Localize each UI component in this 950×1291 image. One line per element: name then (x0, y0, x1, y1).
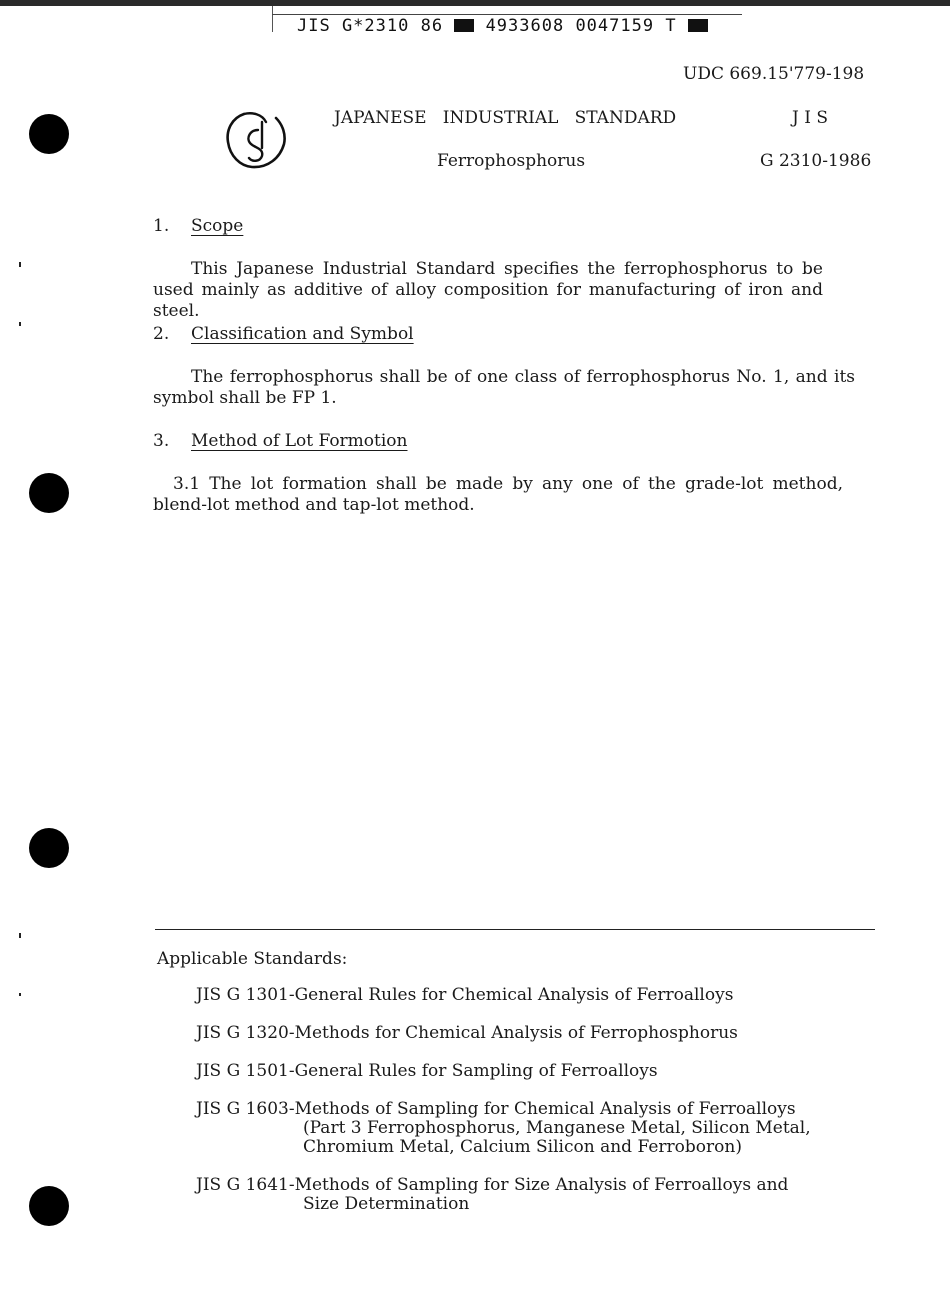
header-code-prefix: JIS G*2310 86 (297, 16, 444, 36)
punch-hole (29, 828, 69, 868)
standard-type: JAPANESE INDUSTRIAL STANDARD (334, 108, 677, 128)
applicable-standards-list (196, 986, 876, 1233)
punch-hole (29, 114, 69, 154)
udc-number: UDC 669.15'779-198 (683, 64, 865, 84)
punch-hole (29, 1186, 69, 1226)
scan-speck (19, 322, 21, 326)
standard-reference (196, 1100, 876, 1157)
document-title: Ferrophosphorus (437, 151, 586, 171)
jis-mark-logo (222, 108, 288, 174)
scan-mark (272, 6, 274, 32)
scan-speck (19, 262, 21, 267)
standard-reference (196, 1062, 876, 1081)
standard-reference-text: JIS G 1501-General Rules for Sampling of Ferroalloys (196, 1061, 658, 1081)
scan-header-code (297, 16, 708, 36)
standard-reference-continuation: (Part 3 Ferrophosphorus, Manganese Metal, Silicon Metal, (303, 1118, 811, 1138)
redaction-block (688, 19, 708, 32)
standard-reference-continuation: Size Determination (303, 1194, 470, 1214)
section-title: Classification and Symbol (191, 324, 414, 344)
jis-label: J I S (792, 108, 828, 128)
applicable-standards-heading: Applicable Standards: (157, 949, 348, 969)
divider (155, 929, 875, 930)
standard-reference (196, 1024, 876, 1043)
standard-reference (196, 1176, 876, 1214)
section-title: Scope (191, 216, 244, 236)
scan-top-border (0, 0, 950, 6)
section-heading (153, 216, 243, 236)
section-body: This Japanese Industrial Standard specifies the ferrophosphorus to be used mainly as additive of alloy composition for manufacturing of iron and steel. (153, 259, 823, 321)
redaction-block (454, 19, 474, 32)
section-body: The ferrophosphorus shall be of one class of ferrophosphorus No. 1, and its symbol shall be FP 1. (153, 367, 855, 408)
section-number: 2. (153, 324, 170, 344)
scan-speck (19, 993, 21, 996)
designation: G 2310-1986 (760, 151, 872, 171)
section-heading (153, 431, 408, 451)
standard-reference-text: JIS G 1320-Methods for Chemical Analysis of Ferrophosphorus (196, 1023, 738, 1043)
header-code-middle: 4933608 0047159 T (485, 16, 677, 36)
punch-hole (29, 473, 69, 513)
standard-reference-continuation: Chromium Metal, Calcium Silicon and Ferroboron) (303, 1137, 742, 1157)
section-number: 1. (153, 216, 170, 236)
section-number: 3. (153, 431, 170, 451)
standard-reference-text: JIS G 1301-General Rules for Chemical Analysis of Ferroalloys (196, 985, 734, 1005)
section-body: 3.1 The lot formation shall be made by any one of the grade-lot method, blend-lot method and tap-lot method. (153, 474, 843, 515)
standard-reference (196, 986, 876, 1005)
section-title: Method of Lot Formotion (191, 431, 408, 451)
section-heading (153, 324, 414, 344)
header-rule (272, 14, 742, 15)
scan-speck (19, 933, 21, 938)
standard-reference-text: JIS G 1603-Methods of Sampling for Chemical Analysis of Ferroalloys (196, 1099, 796, 1119)
standard-reference-text: JIS G 1641-Methods of Sampling for Size Analysis of Ferroalloys and (196, 1175, 789, 1195)
